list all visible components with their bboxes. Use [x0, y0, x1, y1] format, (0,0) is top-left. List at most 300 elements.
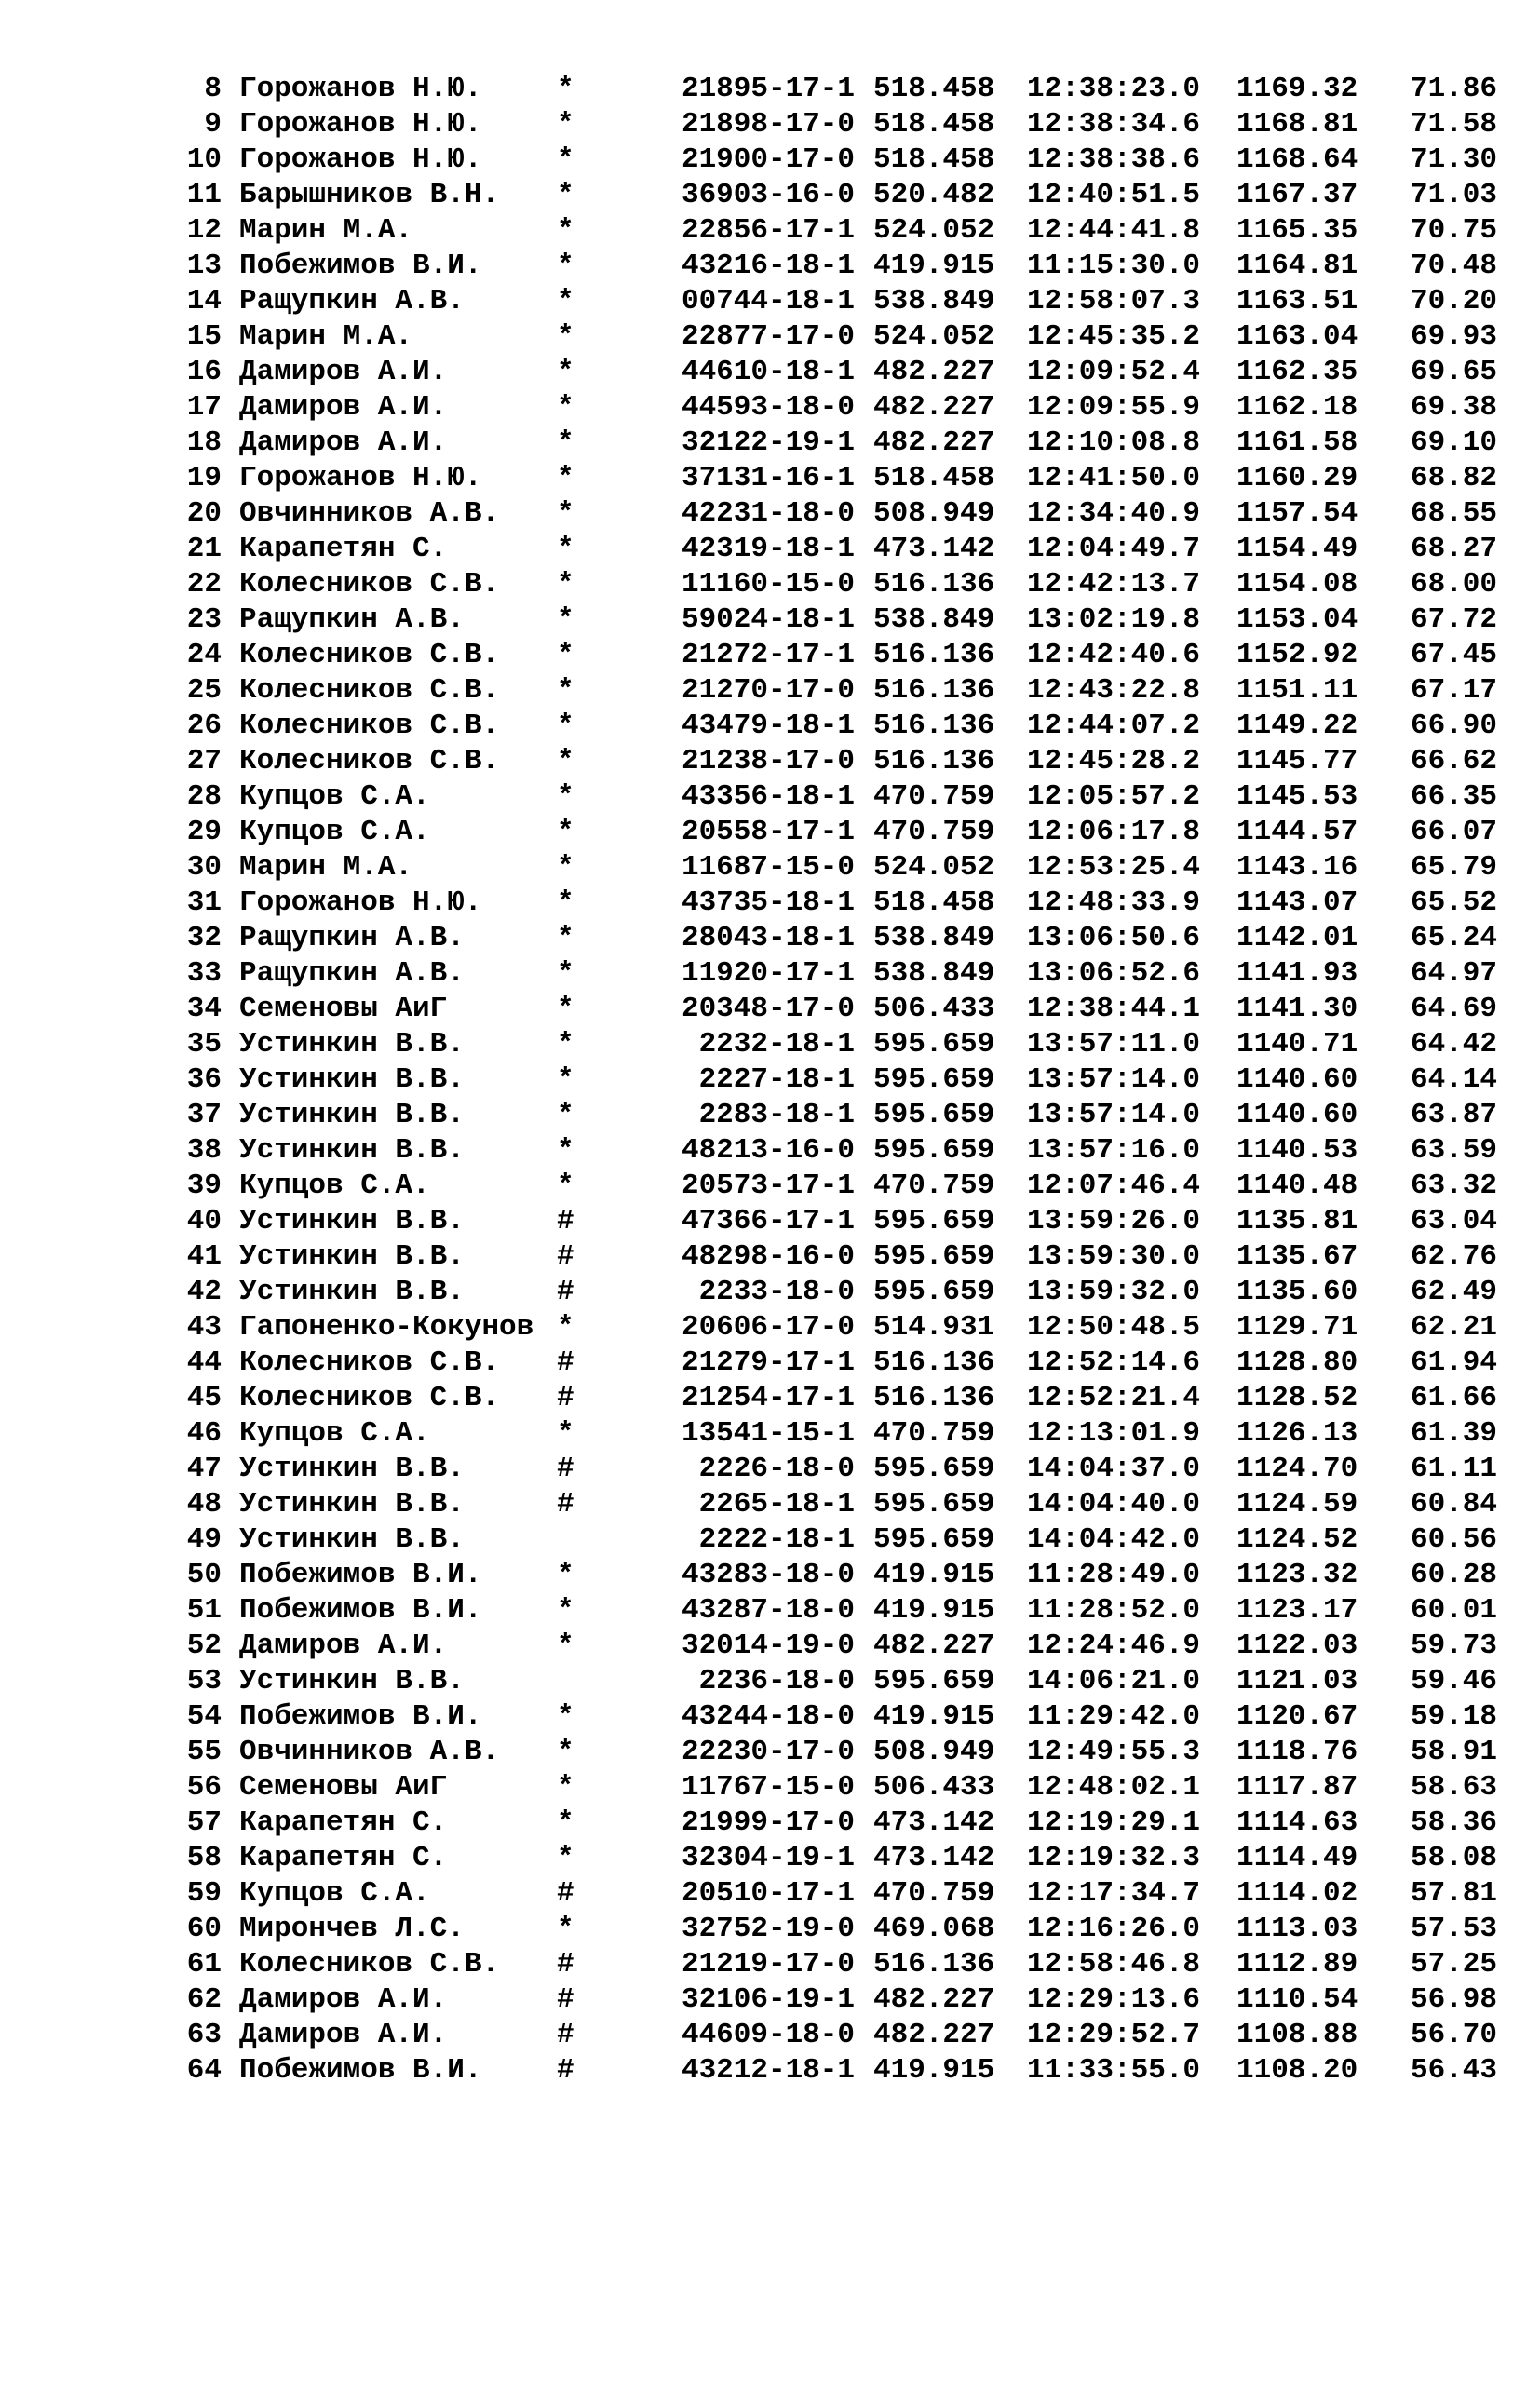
mark-symbol: #	[557, 1948, 574, 1981]
distance-value: 538.849	[873, 922, 995, 954]
speed-value: 1140.71	[1236, 1028, 1358, 1061]
fancier-name: Колесников С.В.	[239, 674, 500, 707]
table-row	[184, 1062, 1506, 1098]
speed-value: 1126.13	[1236, 1417, 1358, 1450]
speed-value: 1124.59	[1236, 1488, 1358, 1521]
mark-symbol: *	[557, 108, 574, 141]
table-row	[184, 1664, 1506, 1699]
arrival-time: 12:49:55.3	[1027, 1736, 1201, 1768]
distance-value: 482.227	[873, 1983, 995, 2016]
distance-value: 518.458	[873, 462, 995, 494]
ring-number: 21270-17-0	[681, 674, 855, 707]
ring-number: 2265-18-1	[698, 1488, 855, 1521]
place-number: 59	[186, 1877, 222, 1910]
fancier-name: Горожанов Н.Ю.	[239, 73, 482, 105]
distance-value: 524.052	[873, 851, 995, 884]
distance-value: 470.759	[873, 780, 995, 813]
speed-value: 1124.52	[1236, 1523, 1358, 1556]
points-value: 69.10	[1410, 426, 1497, 459]
mark-symbol: *	[557, 957, 574, 990]
points-value: 66.62	[1410, 745, 1497, 778]
speed-value: 1160.29	[1236, 462, 1358, 494]
table-row	[184, 567, 1506, 602]
table-row	[184, 1452, 1506, 1487]
points-value: 67.45	[1410, 639, 1497, 671]
speed-value: 1141.30	[1236, 993, 1358, 1025]
speed-value: 1161.58	[1236, 426, 1358, 459]
ring-number: 36903-16-0	[681, 179, 855, 211]
mark-symbol: *	[557, 73, 574, 105]
speed-value: 1110.54	[1236, 1983, 1358, 2016]
fancier-name: Колесников С.В.	[239, 745, 500, 778]
fancier-name: Устинкин В.В.	[239, 1205, 465, 1237]
fancier-name: Побежимов В.И.	[239, 1559, 482, 1591]
arrival-time: 11:28:49.0	[1027, 1559, 1201, 1591]
table-row	[184, 1593, 1506, 1629]
table-row	[184, 1982, 1506, 2018]
points-value: 66.90	[1410, 710, 1497, 742]
table-row	[184, 1805, 1506, 1841]
place-number: 47	[186, 1453, 222, 1485]
mark-symbol: *	[557, 710, 574, 742]
table-row	[184, 1310, 1506, 1345]
points-value: 70.48	[1410, 250, 1497, 282]
distance-value: 508.949	[873, 497, 995, 530]
arrival-time: 12:07:46.4	[1027, 1170, 1201, 1202]
points-value: 61.39	[1410, 1417, 1497, 1450]
place-number: 11	[186, 179, 222, 211]
points-value: 62.76	[1410, 1240, 1497, 1273]
fancier-name: Семеновы АиГ	[239, 993, 448, 1025]
points-value: 57.25	[1410, 1948, 1497, 1981]
arrival-time: 12:38:44.1	[1027, 993, 1201, 1025]
speed-value: 1145.53	[1236, 780, 1358, 813]
fancier-name: Устинкин В.В.	[239, 1099, 465, 1131]
table-row	[184, 1098, 1506, 1133]
table-row	[184, 1204, 1506, 1239]
fancier-name: Семеновы АиГ	[239, 1771, 448, 1804]
ring-number: 2227-18-1	[698, 1063, 855, 1096]
arrival-time: 12:52:21.4	[1027, 1382, 1201, 1414]
fancier-name: Побежимов В.И.	[239, 1700, 482, 1733]
distance-value: 482.227	[873, 391, 995, 424]
place-number: 37	[186, 1099, 222, 1131]
fancier-name: Устинкин В.В.	[239, 1523, 465, 1556]
mark-symbol: #	[557, 2054, 574, 2087]
fancier-name: Купцов С.А.	[239, 1877, 430, 1910]
arrival-time: 12:48:33.9	[1027, 886, 1201, 919]
place-number: 50	[186, 1559, 222, 1591]
table-row	[184, 850, 1506, 886]
points-value: 71.86	[1410, 73, 1497, 105]
table-row	[184, 1133, 1506, 1169]
place-number: 12	[186, 214, 222, 247]
speed-value: 1152.92	[1236, 639, 1358, 671]
ring-number: 21279-17-1	[681, 1346, 855, 1379]
mark-symbol: *	[557, 1842, 574, 1874]
place-number: 26	[186, 710, 222, 742]
speed-value: 1117.87	[1236, 1771, 1358, 1804]
table-row	[184, 461, 1506, 496]
ring-number: 43283-18-0	[681, 1559, 855, 1591]
fancier-name: Ращупкин А.В.	[239, 603, 465, 636]
speed-value: 1142.01	[1236, 922, 1358, 954]
mark-symbol: *	[557, 426, 574, 459]
ring-number: 22856-17-1	[681, 214, 855, 247]
points-value: 64.97	[1410, 957, 1497, 990]
table-row	[184, 390, 1506, 426]
points-value: 57.81	[1410, 1877, 1497, 1910]
place-number: 31	[186, 886, 222, 919]
mark-symbol: *	[557, 285, 574, 318]
mark-symbol: *	[557, 250, 574, 282]
fancier-name: Карапетян С.	[239, 1806, 448, 1839]
ring-number: 32304-19-1	[681, 1842, 855, 1874]
points-value: 63.04	[1410, 1205, 1497, 1237]
distance-value: 473.142	[873, 1806, 995, 1839]
fancier-name: Ращупкин А.В.	[239, 957, 465, 990]
mark-symbol: *	[557, 1594, 574, 1627]
ring-number: 48213-16-0	[681, 1134, 855, 1167]
points-value: 63.32	[1410, 1170, 1497, 1202]
table-row	[184, 638, 1506, 673]
arrival-time: 12:29:13.6	[1027, 1983, 1201, 2016]
ring-number: 21219-17-0	[681, 1948, 855, 1981]
speed-value: 1114.63	[1236, 1806, 1358, 1839]
table-row	[184, 319, 1506, 355]
speed-value: 1162.35	[1236, 356, 1358, 388]
mark-symbol: *	[557, 1417, 574, 1450]
speed-value: 1140.48	[1236, 1170, 1358, 1202]
table-row	[184, 1522, 1506, 1558]
place-number: 57	[186, 1806, 222, 1839]
points-value: 69.93	[1410, 320, 1497, 353]
arrival-time: 12:09:52.4	[1027, 356, 1201, 388]
distance-value: 595.659	[873, 1134, 995, 1167]
arrival-time: 13:59:26.0	[1027, 1205, 1201, 1237]
arrival-time: 12:44:07.2	[1027, 710, 1201, 742]
ring-number: 32106-19-1	[681, 1983, 855, 2016]
ring-number: 20558-17-1	[681, 816, 855, 848]
arrival-time: 12:19:29.1	[1027, 1806, 1201, 1839]
table-row	[184, 142, 1506, 178]
speed-value: 1153.04	[1236, 603, 1358, 636]
speed-value: 1121.03	[1236, 1665, 1358, 1697]
points-value: 60.56	[1410, 1523, 1497, 1556]
arrival-time: 13:59:30.0	[1027, 1240, 1201, 1273]
place-number: 45	[186, 1382, 222, 1414]
ring-number: 2226-18-0	[698, 1453, 855, 1485]
distance-value: 470.759	[873, 816, 995, 848]
points-value: 70.75	[1410, 214, 1497, 247]
distance-value: 514.931	[873, 1311, 995, 1344]
mark-symbol: *	[557, 462, 574, 494]
ring-number: 44593-18-0	[681, 391, 855, 424]
place-number: 62	[186, 1983, 222, 2016]
fancier-name: Гапоненко-Кокунов	[239, 1311, 534, 1344]
fancier-name: Устинкин В.В.	[239, 1276, 465, 1308]
speed-value: 1135.81	[1236, 1205, 1358, 1237]
ring-number: 00744-18-1	[681, 285, 855, 318]
speed-value: 1143.07	[1236, 886, 1358, 919]
speed-value: 1114.49	[1236, 1842, 1358, 1874]
distance-value: 516.136	[873, 1346, 995, 1379]
fancier-name: Устинкин В.В.	[239, 1240, 465, 1273]
distance-value: 595.659	[873, 1276, 995, 1308]
speed-value: 1135.60	[1236, 1276, 1358, 1308]
arrival-time: 12:16:26.0	[1027, 1913, 1201, 1945]
place-number: 18	[186, 426, 222, 459]
points-value: 57.53	[1410, 1913, 1497, 1945]
fancier-name: Горожанов Н.Ю.	[239, 108, 482, 141]
distance-value: 470.759	[873, 1877, 995, 1910]
arrival-time: 12:45:28.2	[1027, 745, 1201, 778]
speed-value: 1162.18	[1236, 391, 1358, 424]
distance-value: 520.482	[873, 179, 995, 211]
mark-symbol: *	[557, 1134, 574, 1167]
place-number: 9	[204, 108, 222, 141]
distance-value: 506.433	[873, 993, 995, 1025]
arrival-time: 12:42:40.6	[1027, 639, 1201, 671]
fancier-name: Купцов С.А.	[239, 780, 430, 813]
mark-symbol: *	[557, 1629, 574, 1662]
table-row	[184, 284, 1506, 319]
place-number: 53	[186, 1665, 222, 1697]
ring-number: 43479-18-1	[681, 710, 855, 742]
arrival-time: 12:34:40.9	[1027, 497, 1201, 530]
points-value: 61.66	[1410, 1382, 1497, 1414]
table-row	[184, 1275, 1506, 1310]
ring-number: 59024-18-1	[681, 603, 855, 636]
speed-value: 1164.81	[1236, 250, 1358, 282]
table-row	[184, 1169, 1506, 1204]
ring-number: 20348-17-0	[681, 993, 855, 1025]
ring-number: 11767-15-0	[681, 1771, 855, 1804]
ring-number: 21272-17-1	[681, 639, 855, 671]
distance-value: 516.136	[873, 568, 995, 601]
distance-value: 419.915	[873, 1594, 995, 1627]
mark-symbol: *	[557, 1311, 574, 1344]
place-number: 61	[186, 1948, 222, 1981]
points-value: 65.24	[1410, 922, 1497, 954]
mark-symbol: *	[557, 922, 574, 954]
ring-number: 2233-18-0	[698, 1276, 855, 1308]
speed-value: 1167.37	[1236, 179, 1358, 211]
fancier-name: Колесников С.В.	[239, 1346, 500, 1379]
place-number: 35	[186, 1028, 222, 1061]
distance-value: 538.849	[873, 957, 995, 990]
fancier-name: Устинкин В.В.	[239, 1453, 465, 1485]
speed-value: 1144.57	[1236, 816, 1358, 848]
distance-value: 538.849	[873, 603, 995, 636]
distance-value: 518.458	[873, 143, 995, 176]
arrival-time: 12:19:32.3	[1027, 1842, 1201, 1874]
table-row	[184, 496, 1506, 532]
table-row	[184, 1841, 1506, 1876]
place-number: 43	[186, 1311, 222, 1344]
mark-symbol: *	[557, 745, 574, 778]
place-number: 24	[186, 639, 222, 671]
table-row	[184, 779, 1506, 815]
results-table	[184, 72, 1506, 2089]
fancier-name: Марин М.А.	[239, 320, 413, 353]
points-value: 58.91	[1410, 1736, 1497, 1768]
speed-value: 1114.02	[1236, 1877, 1358, 1910]
mark-symbol: *	[557, 639, 574, 671]
mark-symbol: *	[557, 1099, 574, 1131]
table-row	[184, 1416, 1506, 1452]
mark-symbol: #	[557, 1488, 574, 1521]
arrival-time: 12:04:49.7	[1027, 533, 1201, 565]
points-value: 69.38	[1410, 391, 1497, 424]
speed-value: 1123.17	[1236, 1594, 1358, 1627]
speed-value: 1157.54	[1236, 497, 1358, 530]
distance-value: 516.136	[873, 710, 995, 742]
place-number: 38	[186, 1134, 222, 1167]
arrival-time: 12:42:13.7	[1027, 568, 1201, 601]
distance-value: 473.142	[873, 1842, 995, 1874]
arrival-time: 12:41:50.0	[1027, 462, 1201, 494]
speed-value: 1140.60	[1236, 1099, 1358, 1131]
table-row	[184, 178, 1506, 213]
speed-value: 1168.81	[1236, 108, 1358, 141]
place-number: 55	[186, 1736, 222, 1768]
points-value: 65.52	[1410, 886, 1497, 919]
points-value: 67.72	[1410, 603, 1497, 636]
table-row	[184, 1947, 1506, 1982]
points-value: 66.07	[1410, 816, 1497, 848]
arrival-time: 12:50:48.5	[1027, 1311, 1201, 1344]
distance-value: 419.915	[873, 250, 995, 282]
place-number: 58	[186, 1842, 222, 1874]
ring-number: 21238-17-0	[681, 745, 855, 778]
table-row	[184, 1876, 1506, 1912]
table-row	[184, 426, 1506, 461]
place-number: 32	[186, 922, 222, 954]
place-number: 13	[186, 250, 222, 282]
arrival-time: 12:45:35.2	[1027, 320, 1201, 353]
fancier-name: Устинкин В.В.	[239, 1665, 465, 1697]
fancier-name: Дамиров А.И.	[239, 2019, 448, 2051]
arrival-time: 12:38:34.6	[1027, 108, 1201, 141]
mark-symbol: *	[557, 1559, 574, 1591]
place-number: 36	[186, 1063, 222, 1096]
distance-value: 508.949	[873, 1736, 995, 1768]
table-row	[184, 956, 1506, 992]
fancier-name: Барышников В.Н.	[239, 179, 500, 211]
mark-symbol: *	[557, 674, 574, 707]
fancier-name: Устинкин В.В.	[239, 1488, 465, 1521]
table-row	[184, 673, 1506, 709]
speed-value: 1163.04	[1236, 320, 1358, 353]
place-number: 33	[186, 957, 222, 990]
arrival-time: 14:04:40.0	[1027, 1488, 1201, 1521]
speed-value: 1151.11	[1236, 674, 1358, 707]
points-value: 62.21	[1410, 1311, 1497, 1344]
arrival-time: 12:17:34.7	[1027, 1877, 1201, 1910]
fancier-name: Дамиров А.И.	[239, 1629, 448, 1662]
mark-symbol: *	[557, 179, 574, 211]
table-row	[184, 2018, 1506, 2053]
fancier-name: Марин М.А.	[239, 214, 413, 247]
arrival-time: 13:57:16.0	[1027, 1134, 1201, 1167]
speed-value: 1122.03	[1236, 1629, 1358, 1662]
table-row	[184, 1558, 1506, 1593]
speed-value: 1128.52	[1236, 1382, 1358, 1414]
distance-value: 595.659	[873, 1488, 995, 1521]
arrival-time: 12:58:46.8	[1027, 1948, 1201, 1981]
arrival-time: 12:53:25.4	[1027, 851, 1201, 884]
mark-symbol: #	[557, 1877, 574, 1910]
place-number: 44	[186, 1346, 222, 1379]
distance-value: 516.136	[873, 639, 995, 671]
mark-symbol: *	[557, 886, 574, 919]
speed-value: 1145.77	[1236, 745, 1358, 778]
ring-number: 20606-17-0	[681, 1311, 855, 1344]
ring-number: 11920-17-1	[681, 957, 855, 990]
table-row	[184, 1027, 1506, 1062]
distance-value: 524.052	[873, 320, 995, 353]
arrival-time: 13:59:32.0	[1027, 1276, 1201, 1308]
mark-symbol: *	[557, 214, 574, 247]
mark-symbol: *	[557, 1170, 574, 1202]
table-row	[184, 107, 1506, 142]
distance-value: 595.659	[873, 1099, 995, 1131]
table-row	[184, 709, 1506, 744]
mark-symbol: *	[557, 1028, 574, 1061]
fancier-name: Купцов С.А.	[239, 1417, 430, 1450]
points-value: 64.69	[1410, 993, 1497, 1025]
distance-value: 516.136	[873, 674, 995, 707]
ring-number: 42231-18-0	[681, 497, 855, 530]
place-number: 19	[186, 462, 222, 494]
arrival-time: 13:06:52.6	[1027, 957, 1201, 990]
speed-value: 1118.76	[1236, 1736, 1358, 1768]
ring-number: 44610-18-1	[681, 356, 855, 388]
fancier-name: Устинкин В.В.	[239, 1028, 465, 1061]
arrival-time: 14:06:21.0	[1027, 1665, 1201, 1697]
place-number: 41	[186, 1240, 222, 1273]
arrival-time: 11:15:30.0	[1027, 250, 1201, 282]
points-value: 65.79	[1410, 851, 1497, 884]
points-value: 68.00	[1410, 568, 1497, 601]
points-value: 60.01	[1410, 1594, 1497, 1627]
place-number: 48	[186, 1488, 222, 1521]
fancier-name: Колесников С.В.	[239, 1382, 500, 1414]
speed-value: 1140.60	[1236, 1063, 1358, 1096]
fancier-name: Купцов С.А.	[239, 816, 430, 848]
mark-symbol: *	[557, 816, 574, 848]
fancier-name: Овчинников А.В.	[239, 497, 500, 530]
ring-number: 44609-18-0	[681, 2019, 855, 2051]
distance-value: 595.659	[873, 1205, 995, 1237]
speed-value: 1143.16	[1236, 851, 1358, 884]
fancier-name: Дамиров А.И.	[239, 356, 448, 388]
mark-symbol: #	[557, 1453, 574, 1485]
speed-value: 1140.53	[1236, 1134, 1358, 1167]
ring-number: 21254-17-1	[681, 1382, 855, 1414]
place-number: 28	[186, 780, 222, 813]
place-number: 64	[186, 2054, 222, 2087]
ring-number: 43216-18-1	[681, 250, 855, 282]
distance-value: 419.915	[873, 1559, 995, 1591]
mark-symbol: #	[557, 1276, 574, 1308]
fancier-name: Колесников С.В.	[239, 568, 500, 601]
ring-number: 32752-19-0	[681, 1913, 855, 1945]
distance-value: 516.136	[873, 745, 995, 778]
points-value: 60.28	[1410, 1559, 1497, 1591]
place-number: 52	[186, 1629, 222, 1662]
